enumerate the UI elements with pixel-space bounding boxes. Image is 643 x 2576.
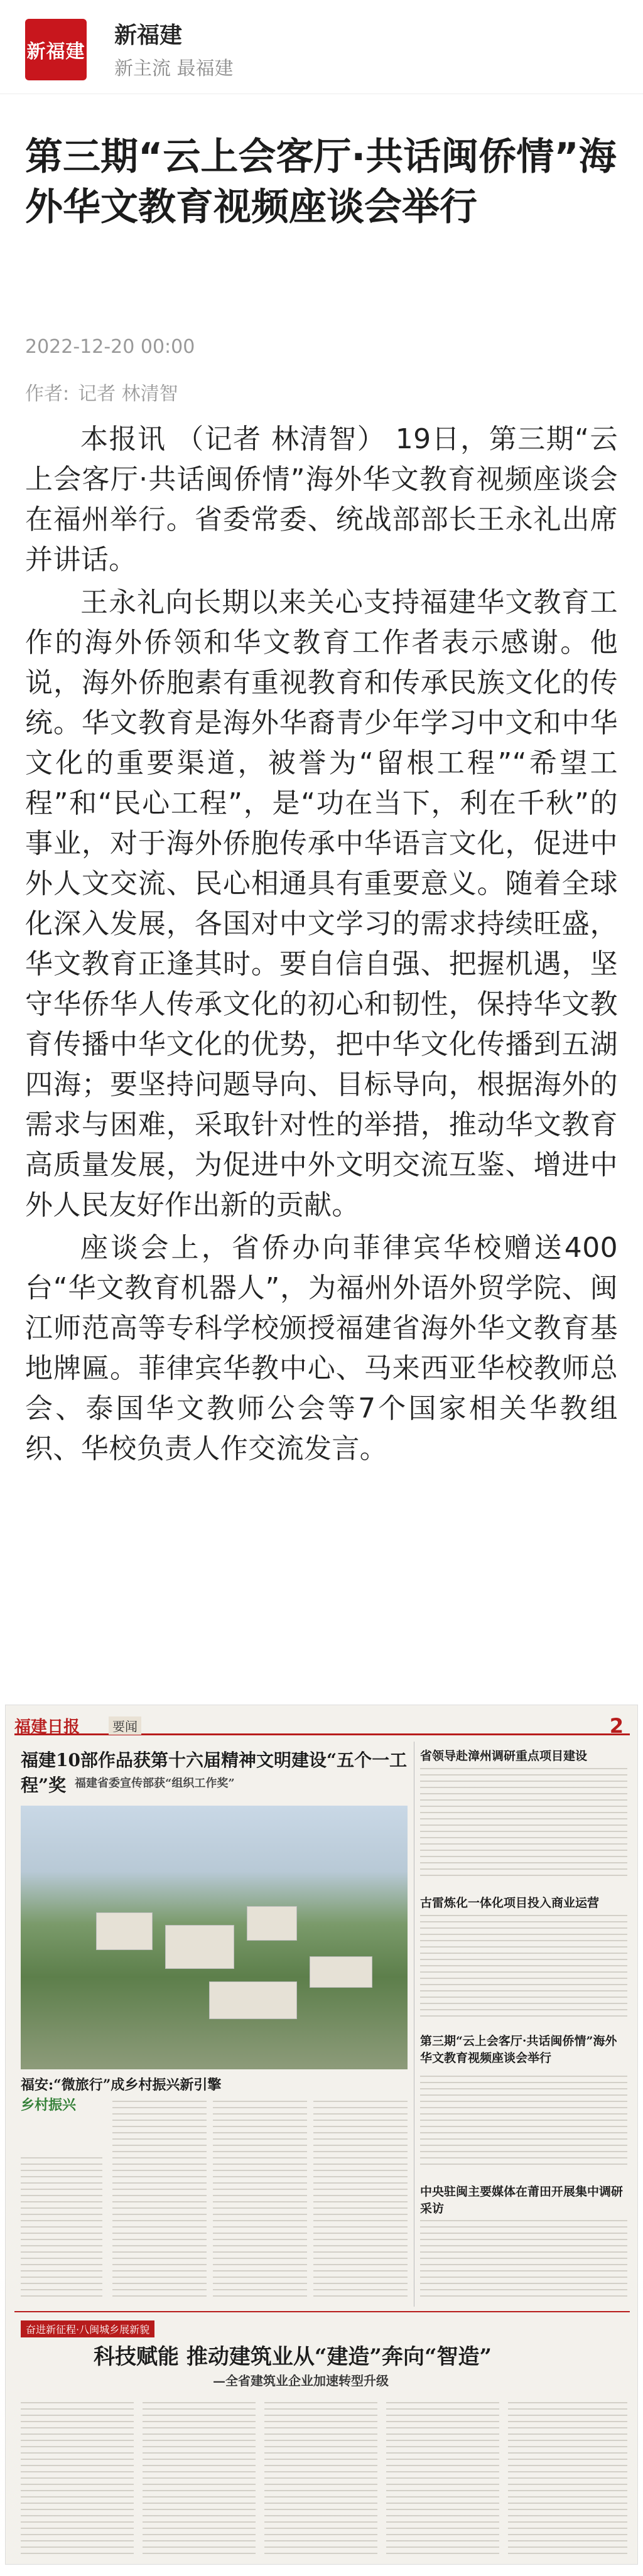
app-logo[interactable] — [25, 19, 87, 80]
newspaper-photo — [21, 1806, 408, 2069]
article-date: 2022-12-20 00:00 — [25, 336, 195, 358]
author-name: 记者 林清智 — [78, 383, 178, 405]
photo-building — [209, 1981, 297, 2019]
newspaper-text-column — [420, 2076, 627, 2170]
newspaper-text-column — [313, 2101, 408, 2302]
article-author — [25, 378, 187, 406]
app-slogan: 新主流 最福建 — [114, 58, 234, 80]
newspaper-text-column — [420, 2220, 627, 2302]
newspaper-masthead-bar — [14, 1714, 630, 1738]
newspaper-text-column — [143, 2402, 256, 2559]
newspaper-headline-bottom: 科技赋能 推动建筑业从“建造”奔向“智造” — [94, 2344, 492, 2369]
article-paragraph: 本报讯 （记者 林清智） 19日，第三期“云上会客厅·共话闽侨情”海外华文教育视频座谈会在福州举行。省委常委、统战部部长王永礼出席并讲话。 — [25, 423, 618, 576]
logo-text: 新福建 — [26, 41, 85, 63]
newspaper-text-column — [420, 1768, 627, 1881]
photo-building — [96, 1912, 153, 1950]
rural-revival-tag: 乡村振兴 — [21, 2097, 77, 2113]
newspaper-text-column — [420, 1915, 627, 2022]
author-label: 作者: — [25, 383, 70, 405]
newspaper-bottom-tag: 奋进新征程·八闽城乡展新貌 — [21, 2320, 154, 2337]
article-body — [25, 419, 618, 1469]
newspaper-photo-caption: 福安:“微旅行”成乡村振兴新引擎 — [21, 2077, 222, 2093]
newspaper-right-headline: 省领导赴漳州调研重点项目建设 — [420, 1749, 588, 1763]
newspaper-subheadline-bottom: —全省建筑业企业加速转型升级 — [213, 2373, 389, 2388]
newspaper-text-column — [213, 2101, 307, 2302]
article-paragraph: 王永礼向长期以来关心支持福建华文教育工作的海外侨领和华文教育工作者表示感谢。他说，海外侨胞素有重视教育和传承民族文化的传统。华文教育是海外华裔青少年学习中文和中华文化的重要渠道，被誉为“留根工程”“希望工程”和“民心工程”，是“功在当下，利在千秋”的事业，对于海外侨胞传承中华语言文化，促进中外人文交流、民心相通具有重要意义。随着全球化深入发展，各国对中文学习的需求持续旺盛，华文教育正逢其时。要自信自强、把握机遇，坚守华侨华人传承文化的初心和韧性，保持华文教育传播中华文化的优势，把中华文化传播到五湖四海；要坚持问题导向、目标导向，根据海外的需求与困难，采取针对性的举措，推动华文教育高质量发展，为促进中外文明交流互鉴、增进中外人民友好作出新的贡献。 — [25, 586, 618, 1221]
newspaper-text-column — [508, 2402, 627, 2559]
photo-building — [310, 1956, 372, 1988]
newspaper-masthead: 福建日报 — [14, 1718, 80, 1737]
newspaper-right-headline: 古雷炼化一体化项目投入商业运营 — [420, 1896, 600, 1910]
newspaper-text-column — [264, 2402, 377, 2559]
newspaper-page-image[interactable] — [5, 1705, 638, 2565]
newspaper-subheadline-main: 福建省委宣传部获“组织工作奖” — [75, 1777, 235, 1790]
photo-building — [247, 1906, 297, 1941]
newspaper-text-column — [21, 2402, 134, 2559]
article-paragraph: 座谈会上，省侨办向菲律宾华校赠送400台“华文教育机器人”，为福州外语外贸学院、闽江师范高等专科学校颁授福建省海外华文教育基地牌匾。菲律宾华教中心、马来西亚华校教师总会、泰国华文教师公会等7个国家相关华教组织、华校负责人作交流发言。 — [25, 1232, 618, 1465]
newspaper-text-column — [21, 2157, 102, 2302]
newspaper-headline-main: 福建10部作品获第十六届精神文明建设“五个一工程”奖 — [21, 1750, 408, 1796]
photo-building — [165, 1925, 234, 1969]
newspaper-section: 要闻 — [109, 1716, 141, 1735]
newspaper-right-headline: 第三期“云上会客厅·共话闽侨情”海外华文教育视频座谈会举行 — [420, 2034, 617, 2065]
article-title: 第三期“云上会客厅·共话闽侨情”海外华文教育视频座谈会举行 — [25, 135, 617, 229]
newspaper-right-headline: 中央驻闽主要媒体在莆田开展集中调研采访 — [420, 2185, 624, 2216]
newspaper-page-number: 2 — [609, 1714, 624, 1738]
app-header — [0, 0, 643, 94]
app-name: 新福建 — [114, 23, 183, 48]
newspaper-section-divider — [14, 2311, 630, 2312]
newspaper-text-column — [386, 2402, 499, 2559]
newspaper-text-column — [112, 2101, 207, 2302]
